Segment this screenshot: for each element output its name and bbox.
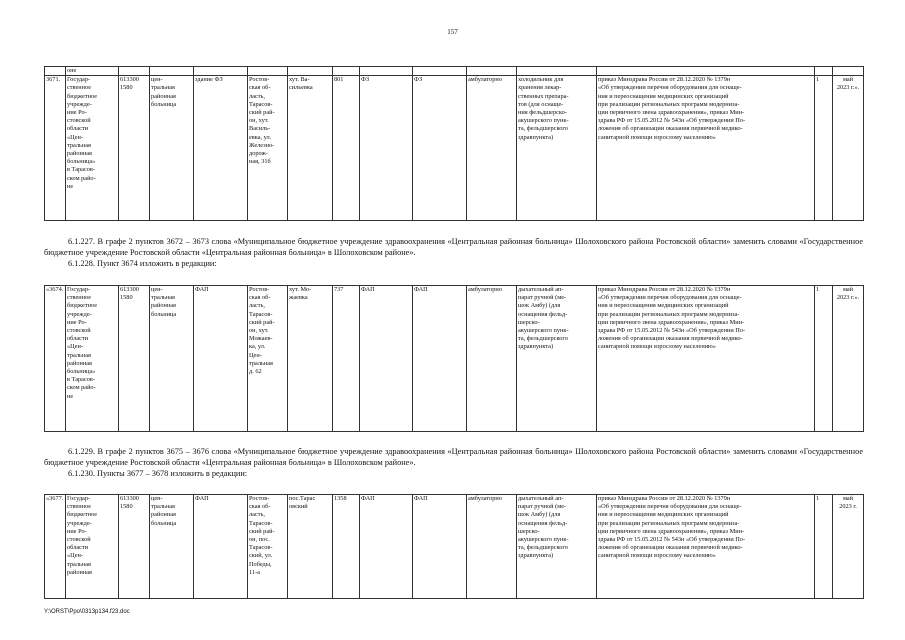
care-mode: амбулаторно	[467, 495, 517, 599]
paragraph: 6.1.230. Пункты 3677 – 3678 изложить в редакции:	[68, 469, 248, 478]
type-2: ФАП	[413, 495, 467, 599]
equipment: дыхательный ап- парат ручной (ме- шок Амбу) (для оснащения фельд- шерско- акушерского пунк- та, фельдшерского здравпункта)	[517, 495, 597, 599]
org-code: 613300 1580	[119, 76, 150, 221]
paragraph: 6.1.229. В графе 2 пунктов 3675 – 3676 слова «Муниципальное бюджетное учреждение здравоохранения «Центральная районная больница» Шолоховского района Ростовской области» заменить словами «Государственное бюджетное учреждение Ростовской области «Центральная районная больница» в Шолоховском районе».	[44, 447, 863, 467]
org-name: Государ- ственное бюджетное учрежде- ние Ро- стовской области «Цен- тральная районная больница» в Тарасов- ском райо- не	[66, 76, 119, 221]
building: ФАП	[194, 495, 248, 599]
address: Ростов- ская об- ласть, Тарасов- ский рай- он, пос. Тарасов- ский, ул. Победы, 11-а	[248, 495, 288, 599]
equipment-table-3	[44, 494, 864, 599]
table-row-fragment	[45, 67, 864, 76]
care-mode: амбулаторно	[467, 76, 517, 221]
type-1: ФАП	[360, 495, 413, 599]
population: 1358	[333, 495, 360, 599]
amendment-block-1	[44, 236, 863, 269]
row-number: «3674.	[45, 286, 66, 432]
org-code: 613300 1580	[119, 286, 150, 432]
unit: цен- тральная районная больница	[150, 495, 194, 599]
unit: цен- тральная районная больница	[150, 76, 194, 221]
row-number: «3677.	[45, 495, 66, 599]
due-date: май 2023 г.».	[833, 76, 864, 221]
settlement: хут. Мо- жаевка	[288, 286, 333, 432]
type-1: ФЗ	[360, 76, 413, 221]
building: здание ФЗ	[194, 76, 248, 221]
settlement: пос.Тарас овский	[288, 495, 333, 599]
paragraph: 6.1.227. В графе 2 пунктов 3672 – 3673 слова «Муниципальное бюджетное учреждение здравоохранения «Центральная районная больница» Шолоховского района Ростовской области» заменить словами «Государственное бюджетное учреждение Ростовской области «Центральная районная больница» в Шолоховском районе».	[44, 237, 863, 257]
equipment-table-2	[44, 285, 864, 432]
org-name: Государ- ственное бюджетное учрежде- ние Ро- стовской области «Цен- тральная районная больница» в Тарасов- ском райо- не	[66, 286, 119, 432]
quantity: 1	[815, 76, 833, 221]
type-2: ФАП	[413, 286, 467, 432]
quantity: 1	[815, 286, 833, 432]
address: Ростов- ская об- ласть, Тарасов- ский рай- он, хут. Можаев- ка, ул. Цен- тральная д. 62	[248, 286, 288, 432]
order-reference: приказ Минздрава России от 28.12.2020 № 1379н «Об утверждении перечня оборудования для оснаще- ния и переоснащения медицинских организаций при реализации региональных программ модерниза- ции первичного звена здравоохранения», приказ Мин- здрава РФ от 15.05.2012 № 543н «Об утверждении По- ложения об организации оказания первичной медико- санитарной помощи взрослому населению»	[597, 495, 815, 599]
page-number: 157	[447, 28, 458, 36]
paragraph: 6.1.228. Пункт 3674 изложить в редакции:	[68, 259, 217, 268]
type-1: ФАП	[360, 286, 413, 432]
table-row	[45, 76, 864, 221]
table-row	[45, 286, 864, 432]
equipment: дыхательный ап- парат ручной (ме- шок Амбу) (для оснащения фельд- шерско- акушерского пунк- та, фельдшерского здравпункта)	[517, 286, 597, 432]
table-row	[45, 495, 864, 599]
org-fragment: оне	[66, 67, 119, 76]
care-mode: амбулаторно	[467, 286, 517, 432]
order-reference: приказ Минздрава России от 28.12.2020 № 1379н «Об утверждении перечня оборудования для оснаще- ния и переоснащения медицинских организаций при реализации региональных программ модерниза- ции первичного звена здравоохранения», приказ Мин- здрава РФ от 15.05.2012 № 543н «Об утверждении По- ложения об организации оказания первичной медико- санитарной помощи взрослому населению»	[597, 286, 815, 432]
type-2: ФЗ	[413, 76, 467, 221]
row-number: 3671.	[45, 76, 66, 221]
population: 801	[333, 76, 360, 221]
building: ФАП	[194, 286, 248, 432]
address: Ростов- ская об- ласть, Тарасов- ский рай- он, хут. Василь- евка, ул. Железно- дорож- ная, 31б	[248, 76, 288, 221]
file-path-footer: Y:\ORST\Ppo\0313p134.f23.doc	[44, 609, 130, 615]
org-code: 613300 1580	[119, 495, 150, 599]
order-reference: приказ Минздрава России от 28.12.2020 № 1379н «Об утверждении перечня оборудования для оснаще- ния и переоснащения медицинских организаций при реализации региональных программ модерниза- ции первичного звена здравоохранения», приказ Мин- здрава РФ от 15.05.2012 № 543н «Об утверждении По- ложения об организации оказания первичной медико- санитарной помощи взрослому населению»	[597, 76, 815, 221]
equipment-table-1	[44, 66, 864, 221]
settlement: хут. Ва- сильевка	[288, 76, 333, 221]
due-date: май 2023 г.».	[833, 286, 864, 432]
due-date: май 2023 г.	[833, 495, 864, 599]
population: 737	[333, 286, 360, 432]
amendment-block-2	[44, 446, 863, 479]
quantity: 1	[815, 495, 833, 599]
equipment: холодильник для хранения лекар- ственных препара- тов (для оснаще- ния фельдшерско- акушерского пунк- та, фельдшерского здравпункта)	[517, 76, 597, 221]
org-name: Государ- ственное бюджетное учрежде- ние Ро- стовской области «Цен- тральная районная	[66, 495, 119, 599]
unit: цен- тральная районная больница	[150, 286, 194, 432]
